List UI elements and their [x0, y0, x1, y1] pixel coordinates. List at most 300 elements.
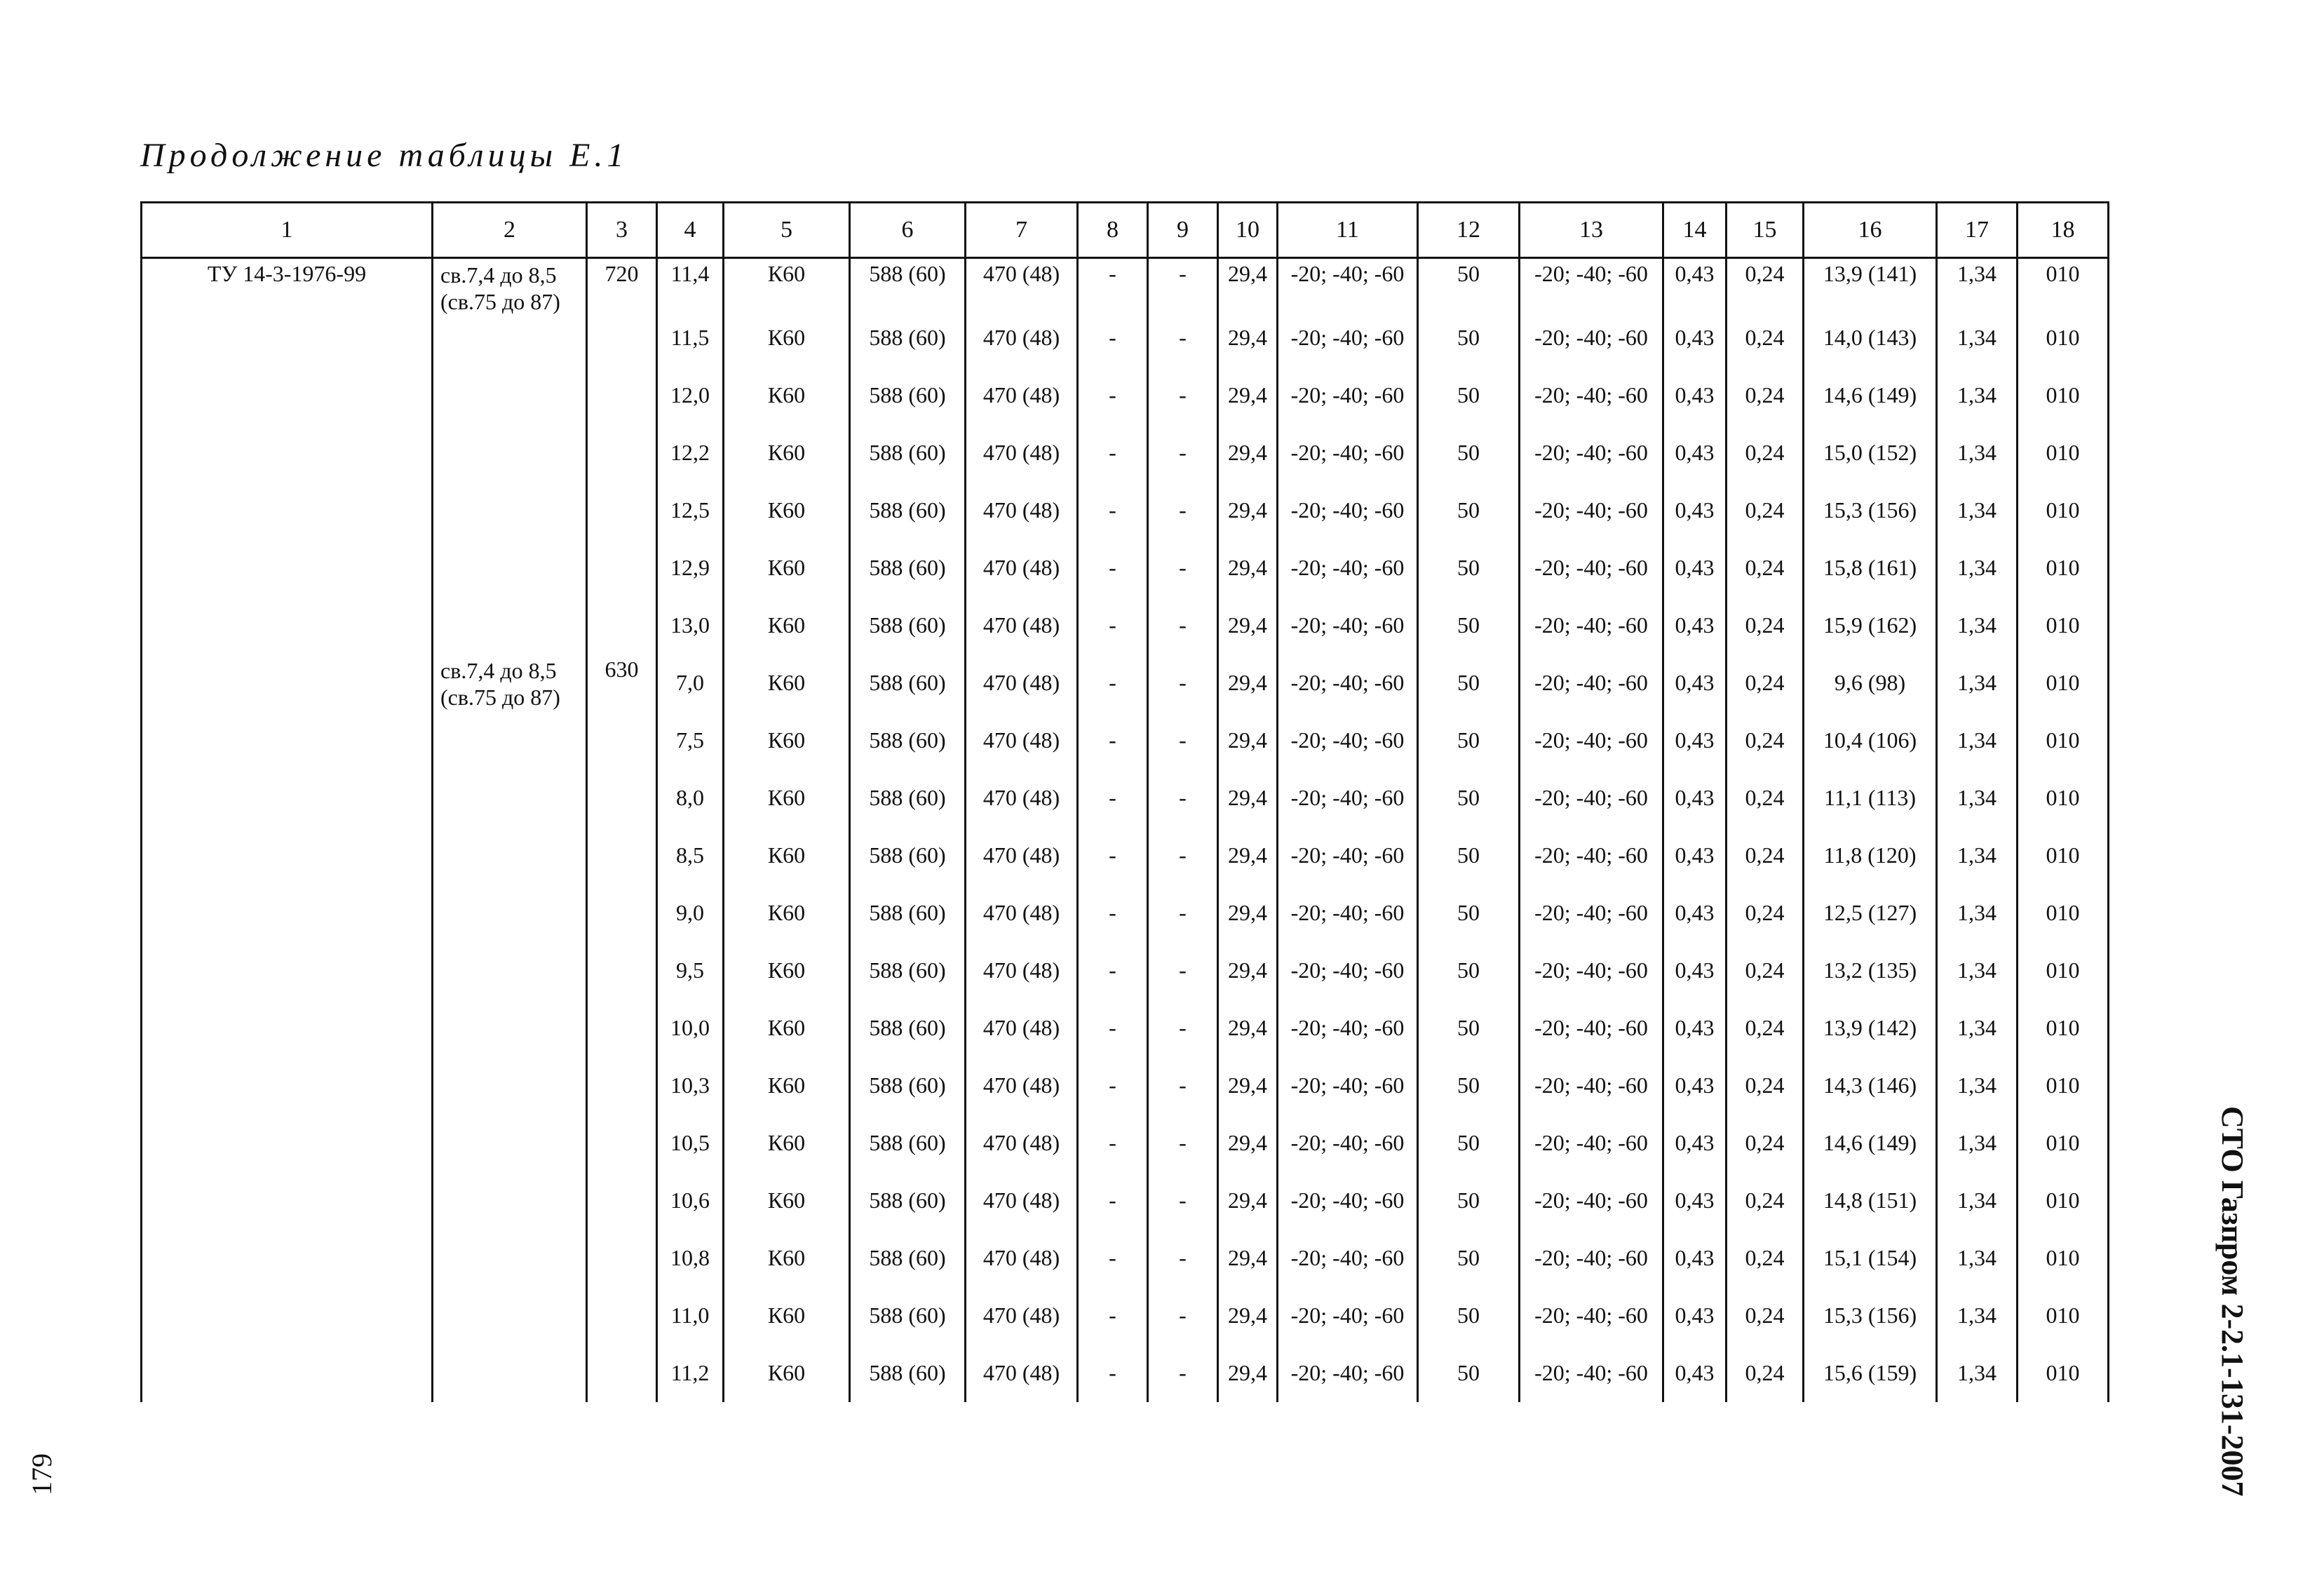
table-cell-col-6: 588 (60)	[850, 712, 966, 769]
table-cell-col-7: 470 (48)	[966, 258, 1078, 310]
table-cell-col-10: 29,4	[1218, 769, 1278, 827]
column-header-7: 7	[966, 203, 1078, 258]
table-cell-col-7: 470 (48)	[966, 597, 1078, 654]
table-cell-col-6: 588 (60)	[850, 1345, 966, 1402]
table-cell-col-11: -20; -40; -60	[1278, 424, 1418, 482]
table-cell-col-12: 50	[1418, 769, 1520, 827]
table-cell-col-17: 1,34	[1937, 1287, 2018, 1345]
table-cell-col-10: 29,4	[1218, 942, 1278, 1000]
table-cell-col-17: 1,34	[1937, 424, 2018, 482]
diameter-cell: 720	[587, 258, 657, 655]
table-cell-col-6: 588 (60)	[850, 1000, 966, 1057]
table-cell-col-11: -20; -40; -60	[1278, 1115, 1418, 1172]
table-cell-col-6: 588 (60)	[850, 654, 966, 712]
table-cell-col-11: -20; -40; -60	[1278, 482, 1418, 539]
table-cell-col-16: 11,8 (120)	[1804, 827, 1937, 884]
table-cell-col-16: 14,0 (143)	[1804, 309, 1937, 367]
table-cell-col-8: -	[1078, 654, 1148, 712]
table-cell-col-5: К60	[724, 309, 850, 367]
table-cell-col-14: 0,43	[1663, 884, 1727, 942]
table-cell-col-14: 0,43	[1663, 539, 1727, 597]
table-cell-col-18: 010	[2018, 539, 2109, 597]
table-cell-col-15: 0,24	[1727, 942, 1804, 1000]
table-cell-col-7: 470 (48)	[966, 1230, 1078, 1287]
table-cell-col-17: 1,34	[1937, 482, 2018, 539]
table-cell-col-13: -20; -40; -60	[1520, 1230, 1663, 1287]
table-cell-col-15: 0,24	[1727, 424, 1804, 482]
table-cell-col-7: 470 (48)	[966, 1287, 1078, 1345]
table-cell-col-12: 50	[1418, 1000, 1520, 1057]
table-cell-col-4: 9,0	[657, 884, 724, 942]
table-cell-col-17: 1,34	[1937, 1172, 2018, 1230]
table-cell-col-11: -20; -40; -60	[1278, 1057, 1418, 1115]
table-cell-col-9: -	[1148, 1345, 1218, 1402]
table-cell-col-6: 588 (60)	[850, 1287, 966, 1345]
table-cell-col-18: 010	[2018, 827, 2109, 884]
table-cell-col-14: 0,43	[1663, 1172, 1727, 1230]
table-cell-col-13: -20; -40; -60	[1520, 539, 1663, 597]
table-cell-col-8: -	[1078, 424, 1148, 482]
thickness-range-cell: св.7,4 до 8,5 (св.75 до 87)	[433, 654, 587, 1402]
table-cell-col-7: 470 (48)	[966, 1172, 1078, 1230]
table-cell-col-8: -	[1078, 1172, 1148, 1230]
table-cell-col-9: -	[1148, 367, 1218, 424]
table-cell-col-11: -20; -40; -60	[1278, 367, 1418, 424]
table-cell-col-18: 010	[2018, 424, 2109, 482]
column-header-8: 8	[1078, 203, 1148, 258]
table-cell-col-14: 0,43	[1663, 654, 1727, 712]
table-cell-col-4: 8,5	[657, 827, 724, 884]
table-cell-col-4: 10,0	[657, 1000, 724, 1057]
thickness-range-cell: св.7,4 до 8,5 (св.75 до 87)	[433, 258, 587, 655]
table-cell-col-10: 29,4	[1218, 424, 1278, 482]
table-cell-col-12: 50	[1418, 1172, 1520, 1230]
table-cell-col-12: 50	[1418, 1345, 1520, 1402]
table-cell-col-13: -20; -40; -60	[1520, 942, 1663, 1000]
table-cell-col-9: -	[1148, 1172, 1218, 1230]
table-cell-col-15: 0,24	[1727, 1057, 1804, 1115]
table-cell-col-15: 0,24	[1727, 1287, 1804, 1345]
table-cell-col-17: 1,34	[1937, 654, 2018, 712]
table-cell-col-8: -	[1078, 1115, 1148, 1172]
table-cell-col-18: 010	[2018, 258, 2109, 310]
table-cell-col-4: 10,3	[657, 1057, 724, 1115]
table-cell-col-10: 29,4	[1218, 258, 1278, 310]
table-cell-col-18: 010	[2018, 712, 2109, 769]
table-cell-col-10: 29,4	[1218, 1115, 1278, 1172]
table-cell-col-9: -	[1148, 1230, 1218, 1287]
table-cell-col-16: 12,5 (127)	[1804, 884, 1937, 942]
table-cell-col-13: -20; -40; -60	[1520, 1000, 1663, 1057]
table-cell-col-18: 010	[2018, 1287, 2109, 1345]
table-cell-col-13: -20; -40; -60	[1520, 309, 1663, 367]
table-cell-col-18: 010	[2018, 1115, 2109, 1172]
table-cell-col-17: 1,34	[1937, 712, 2018, 769]
table-cell-col-10: 29,4	[1218, 1172, 1278, 1230]
table-cell-col-4: 11,0	[657, 1287, 724, 1345]
table-cell-col-13: -20; -40; -60	[1520, 258, 1663, 310]
table-cell-col-7: 470 (48)	[966, 769, 1078, 827]
table-cell-col-13: -20; -40; -60	[1520, 367, 1663, 424]
table-cell-col-16: 15,8 (161)	[1804, 539, 1937, 597]
column-header-12: 12	[1418, 203, 1520, 258]
table-cell-col-9: -	[1148, 258, 1218, 310]
table-cell-col-6: 588 (60)	[850, 539, 966, 597]
table-cell-col-7: 470 (48)	[966, 827, 1078, 884]
table-cell-col-7: 470 (48)	[966, 942, 1078, 1000]
table-cell-col-5: К60	[724, 482, 850, 539]
table-cell-col-13: -20; -40; -60	[1520, 884, 1663, 942]
table-cell-col-6: 588 (60)	[850, 827, 966, 884]
table-cell-col-5: К60	[724, 1230, 850, 1287]
table-cell-col-17: 1,34	[1937, 1000, 2018, 1057]
table-cell-col-5: К60	[724, 1287, 850, 1345]
table-cell-col-9: -	[1148, 1000, 1218, 1057]
table-cell-col-7: 470 (48)	[966, 309, 1078, 367]
table-cell-col-8: -	[1078, 942, 1148, 1000]
table-cell-col-11: -20; -40; -60	[1278, 309, 1418, 367]
column-header-13: 13	[1520, 203, 1663, 258]
table-cell-col-13: -20; -40; -60	[1520, 1287, 1663, 1345]
table-cell-col-5: К60	[724, 424, 850, 482]
table-cell-col-8: -	[1078, 1287, 1148, 1345]
table-cell-col-6: 588 (60)	[850, 424, 966, 482]
table-cell-col-8: -	[1078, 539, 1148, 597]
table-cell-col-9: -	[1148, 769, 1218, 827]
table-cell-col-4: 13,0	[657, 597, 724, 654]
table-cell-col-17: 1,34	[1937, 769, 2018, 827]
table-cell-col-14: 0,43	[1663, 1115, 1727, 1172]
table-cell-col-17: 1,34	[1937, 539, 2018, 597]
table-cell-col-11: -20; -40; -60	[1278, 827, 1418, 884]
table-body	[142, 258, 2109, 1403]
column-header-1: 1	[142, 203, 433, 258]
table-cell-col-4: 10,5	[657, 1115, 724, 1172]
page-number: 179	[26, 1453, 58, 1495]
table-cell-col-7: 470 (48)	[966, 1345, 1078, 1402]
table-cell-col-12: 50	[1418, 367, 1520, 424]
table-cell-col-17: 1,34	[1937, 1057, 2018, 1115]
table-cell-col-8: -	[1078, 827, 1148, 884]
table-cell-col-15: 0,24	[1727, 539, 1804, 597]
table-cell-col-5: К60	[724, 712, 850, 769]
table-cell-col-11: -20; -40; -60	[1278, 1230, 1418, 1287]
table-cell-col-15: 0,24	[1727, 712, 1804, 769]
table-cell-col-9: -	[1148, 827, 1218, 884]
table-cell-col-11: -20; -40; -60	[1278, 654, 1418, 712]
table-cell-col-14: 0,43	[1663, 1345, 1727, 1402]
table-cell-col-15: 0,24	[1727, 367, 1804, 424]
table-cell-col-14: 0,43	[1663, 827, 1727, 884]
table-cell-col-5: К60	[724, 367, 850, 424]
table-cell-col-6: 588 (60)	[850, 1115, 966, 1172]
table-cell-col-18: 010	[2018, 309, 2109, 367]
table-cell-col-14: 0,43	[1663, 367, 1727, 424]
table-cell-col-18: 010	[2018, 1057, 2109, 1115]
table-cell-col-11: -20; -40; -60	[1278, 942, 1418, 1000]
table-cell-col-5: К60	[724, 1115, 850, 1172]
table-cell-col-4: 10,8	[657, 1230, 724, 1287]
table-cell-col-6: 588 (60)	[850, 769, 966, 827]
table-cell-col-10: 29,4	[1218, 367, 1278, 424]
table-cell-col-8: -	[1078, 712, 1148, 769]
table-cell-col-4: 10,6	[657, 1172, 724, 1230]
table-cell-col-11: -20; -40; -60	[1278, 1172, 1418, 1230]
table-cell-col-12: 50	[1418, 942, 1520, 1000]
table-cell-col-15: 0,24	[1727, 654, 1804, 712]
table-cell-col-4: 11,5	[657, 309, 724, 367]
column-header-2: 2	[433, 203, 587, 258]
column-header-15: 15	[1727, 203, 1804, 258]
table-cell-col-14: 0,43	[1663, 597, 1727, 654]
table-cell-col-7: 470 (48)	[966, 539, 1078, 597]
table-cell-col-6: 588 (60)	[850, 884, 966, 942]
table-cell-col-16: 15,3 (156)	[1804, 482, 1937, 539]
table-cell-col-16: 14,3 (146)	[1804, 1057, 1937, 1115]
table-cell-col-16: 15,3 (156)	[1804, 1287, 1937, 1345]
table-cell-col-18: 010	[2018, 654, 2109, 712]
table-cell-col-9: -	[1148, 1287, 1218, 1345]
table-cell-col-8: -	[1078, 367, 1148, 424]
table-row	[142, 654, 2109, 712]
table-cell-col-12: 50	[1418, 539, 1520, 597]
table-cell-col-6: 588 (60)	[850, 482, 966, 539]
table-cell-col-16: 14,6 (149)	[1804, 1115, 1937, 1172]
table-cell-col-17: 1,34	[1937, 1230, 2018, 1287]
table-cell-col-4: 12,9	[657, 539, 724, 597]
table-cell-col-7: 470 (48)	[966, 1115, 1078, 1172]
table-cell-col-4: 12,0	[657, 367, 724, 424]
table-cell-col-14: 0,43	[1663, 1230, 1727, 1287]
table-cell-col-11: -20; -40; -60	[1278, 258, 1418, 310]
table-cell-col-14: 0,43	[1663, 1000, 1727, 1057]
table-cell-col-4: 9,5	[657, 942, 724, 1000]
table-cell-col-17: 1,34	[1937, 258, 2018, 310]
table-cell-col-5: К60	[724, 1057, 850, 1115]
table-cell-col-9: -	[1148, 1057, 1218, 1115]
table-cell-col-6: 588 (60)	[850, 309, 966, 367]
table-cell-col-17: 1,34	[1937, 367, 2018, 424]
table-cell-col-12: 50	[1418, 258, 1520, 310]
table-cell-col-7: 470 (48)	[966, 1057, 1078, 1115]
table-cell-col-12: 50	[1418, 1287, 1520, 1345]
table-cell-col-14: 0,43	[1663, 482, 1727, 539]
table-cell-col-15: 0,24	[1727, 769, 1804, 827]
table-cell-col-18: 010	[2018, 1345, 2109, 1402]
table-cell-col-15: 0,24	[1727, 597, 1804, 654]
table-cell-col-12: 50	[1418, 482, 1520, 539]
table-cell-col-5: К60	[724, 654, 850, 712]
table-cell-col-14: 0,43	[1663, 258, 1727, 310]
column-header-10: 10	[1218, 203, 1278, 258]
table-cell-col-17: 1,34	[1937, 1115, 2018, 1172]
table-cell-col-8: -	[1078, 1345, 1148, 1402]
table-cell-col-18: 010	[2018, 1172, 2109, 1230]
table-cell-col-6: 588 (60)	[850, 1172, 966, 1230]
spec-cell: ТУ 14-3-1976-99	[142, 258, 433, 1403]
column-header-9: 9	[1148, 203, 1218, 258]
table-cell-col-13: -20; -40; -60	[1520, 712, 1663, 769]
table-cell-col-18: 010	[2018, 597, 2109, 654]
table-cell-col-16: 15,0 (152)	[1804, 424, 1937, 482]
table-cell-col-5: К60	[724, 1000, 850, 1057]
table-cell-col-17: 1,34	[1937, 1345, 2018, 1402]
table-cell-col-13: -20; -40; -60	[1520, 1345, 1663, 1402]
table-cell-col-8: -	[1078, 482, 1148, 539]
table-cell-col-18: 010	[2018, 769, 2109, 827]
table-cell-col-4: 12,2	[657, 424, 724, 482]
table-cell-col-12: 50	[1418, 424, 1520, 482]
table-cell-col-9: -	[1148, 884, 1218, 942]
table-cell-col-18: 010	[2018, 1230, 2109, 1287]
table-cell-col-10: 29,4	[1218, 309, 1278, 367]
specification-table	[140, 201, 2109, 1402]
table-cell-col-12: 50	[1418, 1115, 1520, 1172]
table-cell-col-9: -	[1148, 942, 1218, 1000]
column-header-18: 18	[2018, 203, 2109, 258]
table-cell-col-10: 29,4	[1218, 827, 1278, 884]
table-cell-col-4: 11,4	[657, 258, 724, 310]
table-cell-col-10: 29,4	[1218, 712, 1278, 769]
column-header-5: 5	[724, 203, 850, 258]
table-cell-col-11: -20; -40; -60	[1278, 712, 1418, 769]
table-cell-col-10: 29,4	[1218, 1230, 1278, 1287]
table-cell-col-15: 0,24	[1727, 258, 1804, 310]
table-cell-col-11: -20; -40; -60	[1278, 1287, 1418, 1345]
table-cell-col-12: 50	[1418, 309, 1520, 367]
table-cell-col-17: 1,34	[1937, 309, 2018, 367]
table-cell-col-9: -	[1148, 309, 1218, 367]
table-cell-col-13: -20; -40; -60	[1520, 827, 1663, 884]
table-cell-col-10: 29,4	[1218, 1000, 1278, 1057]
column-header-11: 11	[1278, 203, 1418, 258]
table-cell-col-11: -20; -40; -60	[1278, 1345, 1418, 1402]
table-cell-col-10: 29,4	[1218, 1345, 1278, 1402]
table-cell-col-14: 0,43	[1663, 1057, 1727, 1115]
table-cell-col-15: 0,24	[1727, 1000, 1804, 1057]
table-cell-col-4: 8,0	[657, 769, 724, 827]
table-cell-col-4: 7,0	[657, 654, 724, 712]
table-cell-col-15: 0,24	[1727, 884, 1804, 942]
table-cell-col-16: 9,6 (98)	[1804, 654, 1937, 712]
table-cell-col-8: -	[1078, 597, 1148, 654]
table-cell-col-15: 0,24	[1727, 1345, 1804, 1402]
table-cell-col-8: -	[1078, 884, 1148, 942]
table-cell-col-10: 29,4	[1218, 1057, 1278, 1115]
table-row	[142, 258, 2109, 310]
table-cell-col-18: 010	[2018, 367, 2109, 424]
column-header-14: 14	[1663, 203, 1727, 258]
table-cell-col-5: К60	[724, 884, 850, 942]
table-cell-col-10: 29,4	[1218, 654, 1278, 712]
table-cell-col-9: -	[1148, 1115, 1218, 1172]
table-cell-col-13: -20; -40; -60	[1520, 1115, 1663, 1172]
table-cell-col-9: -	[1148, 654, 1218, 712]
table-cell-col-13: -20; -40; -60	[1520, 1057, 1663, 1115]
table-cell-col-12: 50	[1418, 1057, 1520, 1115]
table-cell-col-10: 29,4	[1218, 539, 1278, 597]
table-cell-col-17: 1,34	[1937, 597, 2018, 654]
table-cell-col-8: -	[1078, 769, 1148, 827]
column-header-4: 4	[657, 203, 724, 258]
table-cell-col-16: 10,4 (106)	[1804, 712, 1937, 769]
table-cell-col-17: 1,34	[1937, 827, 2018, 884]
table-cell-col-16: 13,9 (141)	[1804, 258, 1937, 310]
table-cell-col-8: -	[1078, 309, 1148, 367]
table-cell-col-16: 14,8 (151)	[1804, 1172, 1937, 1230]
table-cell-col-12: 50	[1418, 597, 1520, 654]
table-cell-col-10: 29,4	[1218, 884, 1278, 942]
table-cell-col-4: 12,5	[657, 482, 724, 539]
table-cell-col-18: 010	[2018, 482, 2109, 539]
table-cell-col-6: 588 (60)	[850, 1057, 966, 1115]
table-cell-col-5: К60	[724, 597, 850, 654]
table-cell-col-5: К60	[724, 539, 850, 597]
table-cell-col-16: 13,2 (135)	[1804, 942, 1937, 1000]
table-cell-col-9: -	[1148, 482, 1218, 539]
table-cell-col-15: 0,24	[1727, 482, 1804, 539]
table-cell-col-13: -20; -40; -60	[1520, 1172, 1663, 1230]
table-cell-col-7: 470 (48)	[966, 654, 1078, 712]
column-header-17: 17	[1937, 203, 2018, 258]
table-cell-col-9: -	[1148, 424, 1218, 482]
table-cell-col-12: 50	[1418, 827, 1520, 884]
table-cell-col-6: 588 (60)	[850, 367, 966, 424]
table-cell-col-18: 010	[2018, 1000, 2109, 1057]
table-cell-col-7: 470 (48)	[966, 482, 1078, 539]
table-cell-col-16: 14,6 (149)	[1804, 367, 1937, 424]
table-cell-col-11: -20; -40; -60	[1278, 539, 1418, 597]
table-cell-col-16: 13,9 (142)	[1804, 1000, 1937, 1057]
table-cell-col-13: -20; -40; -60	[1520, 654, 1663, 712]
table-cell-col-6: 588 (60)	[850, 258, 966, 310]
table-cell-col-13: -20; -40; -60	[1520, 482, 1663, 539]
table-cell-col-13: -20; -40; -60	[1520, 597, 1663, 654]
table-cell-col-15: 0,24	[1727, 1230, 1804, 1287]
diameter-cell: 630	[587, 654, 657, 1402]
table-cell-col-14: 0,43	[1663, 1287, 1727, 1345]
table-cell-col-6: 588 (60)	[850, 942, 966, 1000]
table-cell-col-13: -20; -40; -60	[1520, 424, 1663, 482]
table-cell-col-4: 7,5	[657, 712, 724, 769]
table-cell-col-14: 0,43	[1663, 769, 1727, 827]
header-row	[142, 203, 2109, 258]
table-cell-col-12: 50	[1418, 712, 1520, 769]
document-code: СТО Газпром 2-2.1-131-2007	[2215, 1106, 2250, 1497]
table-cell-col-5: К60	[724, 258, 850, 310]
table-cell-col-18: 010	[2018, 884, 2109, 942]
table-cell-col-5: К60	[724, 1172, 850, 1230]
table-cell-col-5: К60	[724, 942, 850, 1000]
table-cell-col-12: 50	[1418, 654, 1520, 712]
table-cell-col-10: 29,4	[1218, 597, 1278, 654]
table-cell-col-14: 0,43	[1663, 309, 1727, 367]
table-cell-col-9: -	[1148, 597, 1218, 654]
table-cell-col-7: 470 (48)	[966, 424, 1078, 482]
table-cell-col-5: К60	[724, 827, 850, 884]
table-cell-col-8: -	[1078, 1057, 1148, 1115]
table-cell-col-5: К60	[724, 769, 850, 827]
table-cell-col-10: 29,4	[1218, 1287, 1278, 1345]
column-header-3: 3	[587, 203, 657, 258]
table-cell-col-15: 0,24	[1727, 1172, 1804, 1230]
table-cell-col-6: 588 (60)	[850, 1230, 966, 1287]
table-cell-col-11: -20; -40; -60	[1278, 884, 1418, 942]
table-cell-col-14: 0,43	[1663, 942, 1727, 1000]
table-cell-col-11: -20; -40; -60	[1278, 1000, 1418, 1057]
table-cell-col-7: 470 (48)	[966, 367, 1078, 424]
table-cell-col-9: -	[1148, 712, 1218, 769]
